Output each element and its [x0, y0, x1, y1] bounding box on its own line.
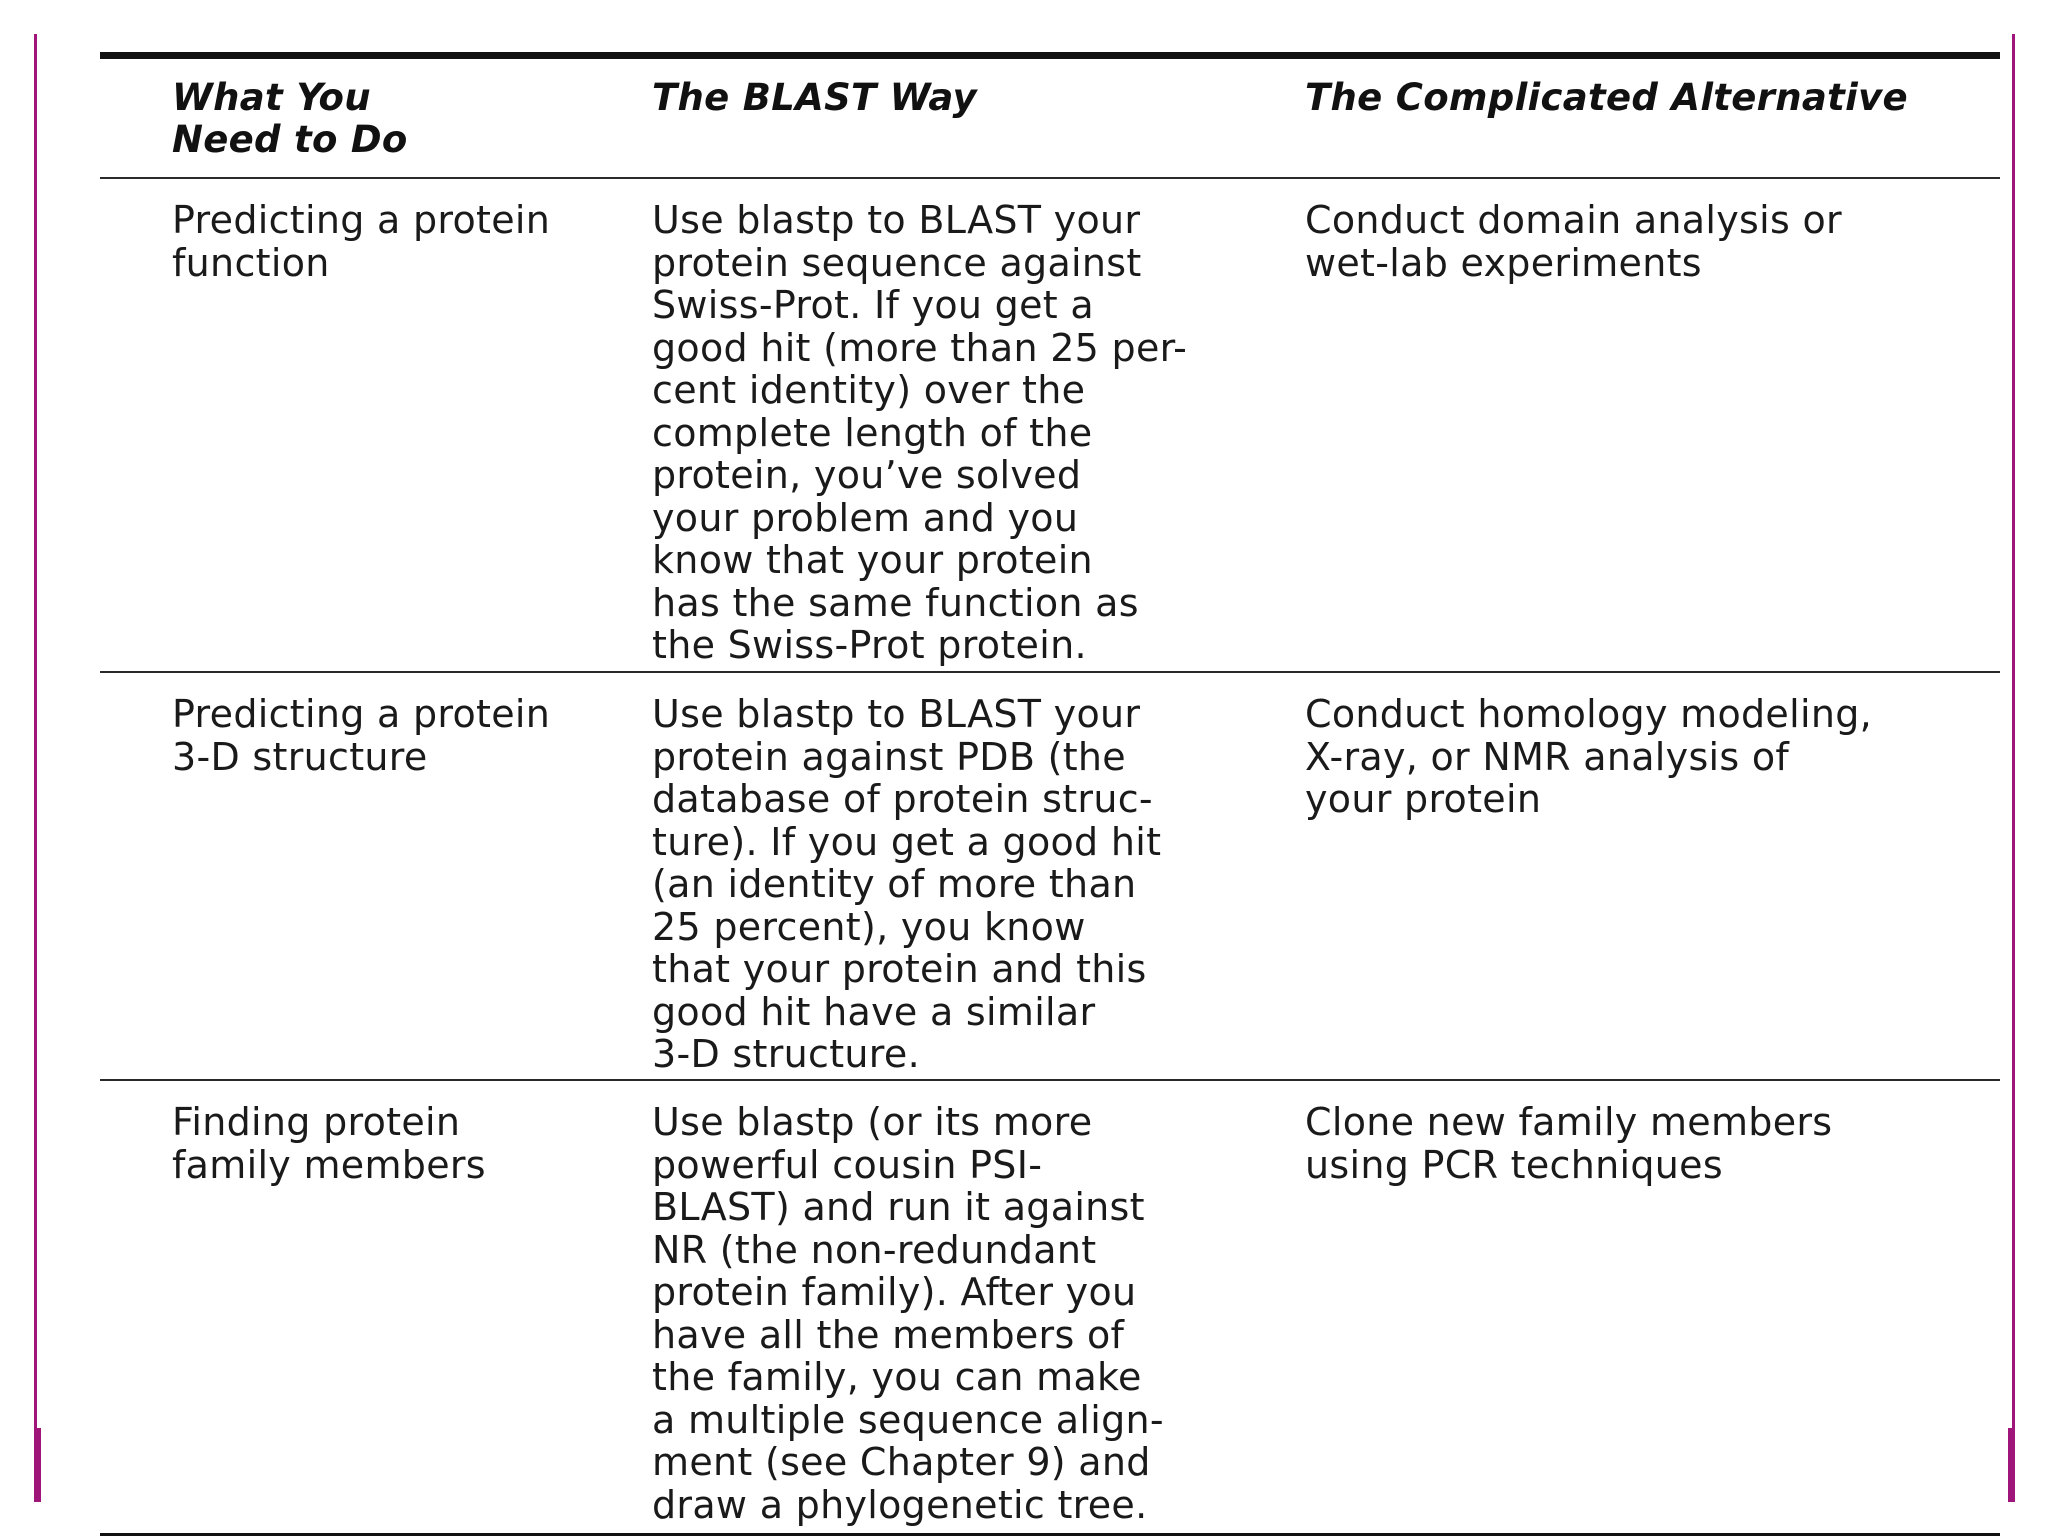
task-cell: Predicting a protein 3-D structure: [172, 692, 551, 779]
task-cell: Predicting a protein function: [172, 198, 551, 285]
header-complicated-alternative: The Complicated Alternative: [1305, 76, 1908, 119]
alternative-cell: Conduct homology modeling, X-ray, or NMR analysis of your protein: [1305, 692, 1873, 821]
header-what-you-need-to-do: What You Need to Do: [172, 76, 408, 161]
right-edge-marker: [2008, 1428, 2015, 1502]
table-top-rule: [100, 52, 2000, 59]
table-row: [100, 673, 2000, 1079]
blast-way-cell: Use blastp to BLAST your protein sequence against Swiss-Prot. If you get a good hit (more than 25 per- cent identity) over the complete length of the protein, you’ve solved your problem and you know that your protein has the same function as the Swiss-Prot protein.: [652, 198, 1188, 667]
header-blast-way: The BLAST Way: [652, 76, 977, 119]
alternative-cell: Clone new family members using PCR techniques: [1305, 1100, 1833, 1187]
table-header-row: [100, 59, 2000, 177]
left-edge-marker: [34, 1428, 41, 1502]
left-edge-line: [34, 34, 37, 1502]
table-row: [100, 1081, 2000, 1533]
blast-comparison-table: [100, 52, 2000, 1536]
alternative-cell: Conduct domain analysis or wet-lab experiments: [1305, 198, 1842, 285]
blast-way-cell: Use blastp to BLAST your protein against PDB (the database of protein struc- ture). If you get a good hit (an identity of more than 25 percent), you know that your protein and this good hit have a similar 3-D structure.: [652, 692, 1162, 1076]
task-cell: Finding protein family members: [172, 1100, 486, 1187]
right-edge-line: [2012, 34, 2015, 1502]
table-row: [100, 179, 2000, 671]
blast-way-cell: Use blastp (or its more powerful cousin PSI- BLAST) and run it against NR (the non-redundant protein family). After you have all the members of the family, you can make a multiple sequence align- ment (see Chapter 9) and draw a phylogenetic tree.: [652, 1100, 1164, 1527]
